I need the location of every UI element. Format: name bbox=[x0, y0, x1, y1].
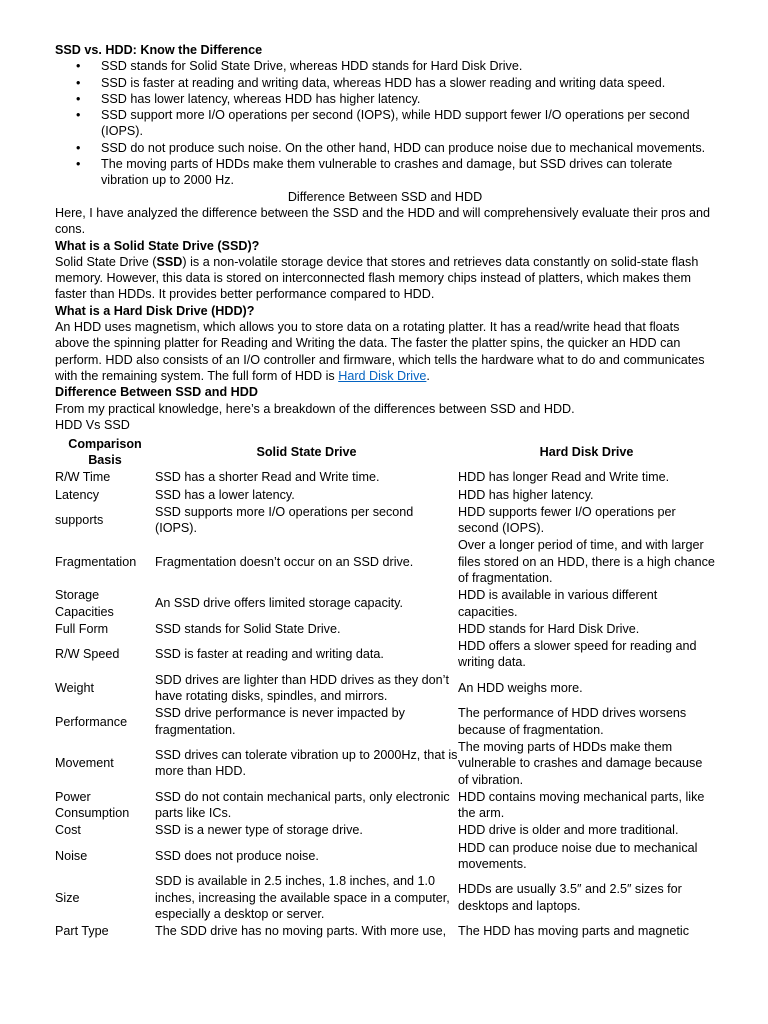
difference-intro: From my practical knowledge, here’s a breakdown of the differences between SSD and HDD. bbox=[55, 401, 575, 416]
hdd-cell: HDD has longer Read and Write time. bbox=[458, 470, 670, 485]
comparison-table bbox=[55, 435, 715, 940]
table-row bbox=[55, 839, 715, 873]
ssd-cell: SSD does not produce noise. bbox=[155, 848, 319, 863]
comparison-basis-cell: Cost bbox=[55, 823, 81, 838]
header-hard-disk-drive: Hard Disk Drive bbox=[539, 444, 634, 459]
comparison-basis-cell: R/W Time bbox=[55, 470, 111, 485]
hdd-cell: HDD offers a slower speed for reading and writing data. bbox=[458, 639, 697, 670]
bullet-item: • SSD is faster at reading and writing data, whereas HDD has a slower reading and writing data speed. bbox=[55, 75, 715, 91]
hdd-cell: HDD contains moving mechanical parts, like the arm. bbox=[458, 789, 705, 821]
ssd-cell: SSD has a lower latency. bbox=[155, 487, 295, 502]
document-title: SSD vs. HDD: Know the Difference bbox=[55, 43, 263, 57]
hdd-cell: HDD is available in various different capacities. bbox=[458, 588, 658, 619]
comparison-basis-cell: supports bbox=[55, 512, 104, 527]
hdd-cell: An HDD weighs more. bbox=[458, 680, 583, 695]
ssd-heading: What is a Solid State Drive (SSD)? bbox=[55, 238, 260, 253]
hdd-cell: HDD has higher latency. bbox=[458, 487, 594, 502]
comparison-basis-cell: Size bbox=[55, 890, 80, 905]
table-row bbox=[55, 788, 715, 822]
table-row bbox=[55, 638, 715, 672]
comparison-basis-cell: Power Consumption bbox=[55, 789, 130, 821]
table-row bbox=[55, 705, 715, 739]
table-row bbox=[55, 503, 715, 537]
ssd-cell: The SDD drive has no moving parts. With more use, bbox=[155, 924, 447, 939]
document-content bbox=[55, 42, 715, 940]
hdd-cell: HDD stands for Hard Disk Drive. bbox=[458, 621, 640, 636]
hdd-cell: The moving parts of HDDs make them vulnerable to crashes and damage because of vibration. bbox=[458, 739, 703, 787]
ssd-paragraph bbox=[55, 254, 715, 303]
table-row bbox=[55, 469, 715, 486]
hdd-cell: The performance of HDD drives worsens because of fragmentation. bbox=[458, 706, 687, 737]
comparison-basis-cell: Performance bbox=[55, 714, 128, 729]
table-row bbox=[55, 537, 715, 587]
comparison-basis-cell: Noise bbox=[55, 848, 88, 863]
table-row bbox=[55, 587, 715, 621]
bullet-item: • The moving parts of HDDs make them vulnerable to crashes and damage, but SSD drives can tolerate vibration up to 2000 Hz. bbox=[55, 156, 715, 189]
bullet-item: • SSD support more I/O operations per second (IOPS), while HDD support fewer I/O operations per second (IOPS). bbox=[55, 107, 715, 140]
hdd-paragraph-end: . bbox=[426, 368, 430, 383]
table-row bbox=[55, 923, 715, 940]
comparison-basis-cell: Weight bbox=[55, 680, 94, 695]
summary-bullet-list bbox=[55, 58, 715, 188]
ssd-cell: SSD is faster at reading and writing data. bbox=[155, 647, 384, 662]
table-row bbox=[55, 486, 715, 503]
bullet-item: • SSD do not produce such noise. On the other hand, HDD can produce noise due to mechanical movements. bbox=[55, 140, 715, 156]
ssd-cell: SSD has a shorter Read and Write time. bbox=[155, 470, 380, 485]
ssd-cell: An SSD drive offers limited storage capacity. bbox=[155, 596, 404, 611]
ssd-cell: SSD do not contain mechanical parts, only electronic parts like ICs. bbox=[155, 789, 450, 821]
bullet-item: • SSD stands for Solid State Drive, whereas HDD stands for Hard Disk Drive. bbox=[55, 58, 715, 74]
hdd-paragraph bbox=[55, 319, 715, 384]
hdd-heading: What is a Hard Disk Drive (HDD)? bbox=[55, 303, 255, 318]
ssd-cell: SDD is available in 2.5 inches, 1.8 inches, and 1.0 inches, increasing the available space in a computer, especially a desktop or server. bbox=[155, 874, 450, 921]
table-row bbox=[55, 738, 715, 788]
table-header-row bbox=[55, 435, 715, 469]
bullet-item: • SSD has lower latency, whereas HDD has higher latency. bbox=[55, 91, 715, 107]
hdd-cell: HDD drive is older and more traditional. bbox=[458, 823, 679, 838]
comparison-basis-cell: R/W Speed bbox=[55, 647, 120, 662]
ssd-cell: Fragmentation doesn’t occur on an SSD drive. bbox=[155, 554, 414, 569]
difference-heading: Difference Between SSD and HDD bbox=[55, 385, 258, 400]
ssd-paragraph-rest: ) is a non-volatile storage device that stores and retrieves data constantly on solid-state flash memory. However, this data is stored on interconnected flash memory chips instead of platters, which makes them faster than HDDs. It provides better performance compared to HDD. bbox=[55, 254, 699, 302]
comparison-basis-cell: Latency bbox=[55, 487, 100, 502]
hdd-paragraph-text: An HDD uses magnetism, which allows you to store data on a rotating platter. It has a read/write head that floats above the spinning platter for Reading and Writing the data. The faster the platter spins, the quicker an HDD can perform. HDD also consists of an I/O controller and firmware, which tells the hardware what to do and communicates with the remaining system. The full form of HDD is bbox=[55, 320, 705, 383]
ssd-cell: SSD drives can tolerate vibration up to 2000Hz, that is more than HDD. bbox=[155, 748, 458, 779]
ssd-cell: SSD drive performance is never impacted by fragmentation. bbox=[155, 706, 405, 737]
ssd-abbrev: SSD bbox=[156, 254, 183, 269]
ssd-cell: SSD supports more I/O operations per second (IOPS). bbox=[155, 504, 414, 536]
table-row bbox=[55, 822, 715, 839]
ssd-cell: SDD drives are lighter than HDD drives as they don’t have rotating disks, spindles, and mirrors. bbox=[155, 672, 449, 704]
comparison-basis-cell: Storage Capacities bbox=[55, 588, 114, 619]
hard-disk-drive-link[interactable]: Hard Disk Drive bbox=[338, 368, 427, 383]
hdd-cell: Over a longer period of time, and with larger files stored on an HDD, there is a high chance of fragmentation. bbox=[458, 538, 715, 585]
comparison-basis-cell: Part Type bbox=[55, 924, 109, 939]
hdd-cell: HDDs are usually 3.5″ and 2.5″ sizes for desktops and laptops. bbox=[458, 882, 682, 913]
centered-heading: Difference Between SSD and HDD bbox=[287, 189, 483, 204]
table-row bbox=[55, 671, 715, 705]
header-solid-state-drive: Solid State Drive bbox=[256, 444, 357, 459]
comparison-basis-cell: Full Form bbox=[55, 621, 109, 636]
table-row bbox=[55, 873, 715, 923]
comparison-basis-cell: Fragmentation bbox=[55, 554, 137, 569]
table-caption: HDD Vs SSD bbox=[55, 417, 130, 432]
ssd-cell: SSD stands for Solid State Drive. bbox=[155, 621, 341, 636]
header-comparison-basis: Comparison Basis bbox=[68, 436, 142, 467]
table-row bbox=[55, 620, 715, 637]
hdd-cell: HDD can produce noise due to mechanical movements. bbox=[458, 840, 698, 872]
ssd-cell: SSD is a newer type of storage drive. bbox=[155, 823, 363, 838]
intro-paragraph: Here, I have analyzed the difference between the SSD and the HDD and will comprehensively evaluate their pros and cons. bbox=[55, 205, 711, 237]
hdd-cell: HDD supports fewer I/O operations per second (IOPS). bbox=[458, 504, 676, 536]
hdd-cell: The HDD has moving parts and magnetic bbox=[458, 924, 689, 939]
comparison-basis-cell: Movement bbox=[55, 756, 114, 771]
ssd-paragraph-start: Solid State Drive ( bbox=[55, 254, 157, 269]
